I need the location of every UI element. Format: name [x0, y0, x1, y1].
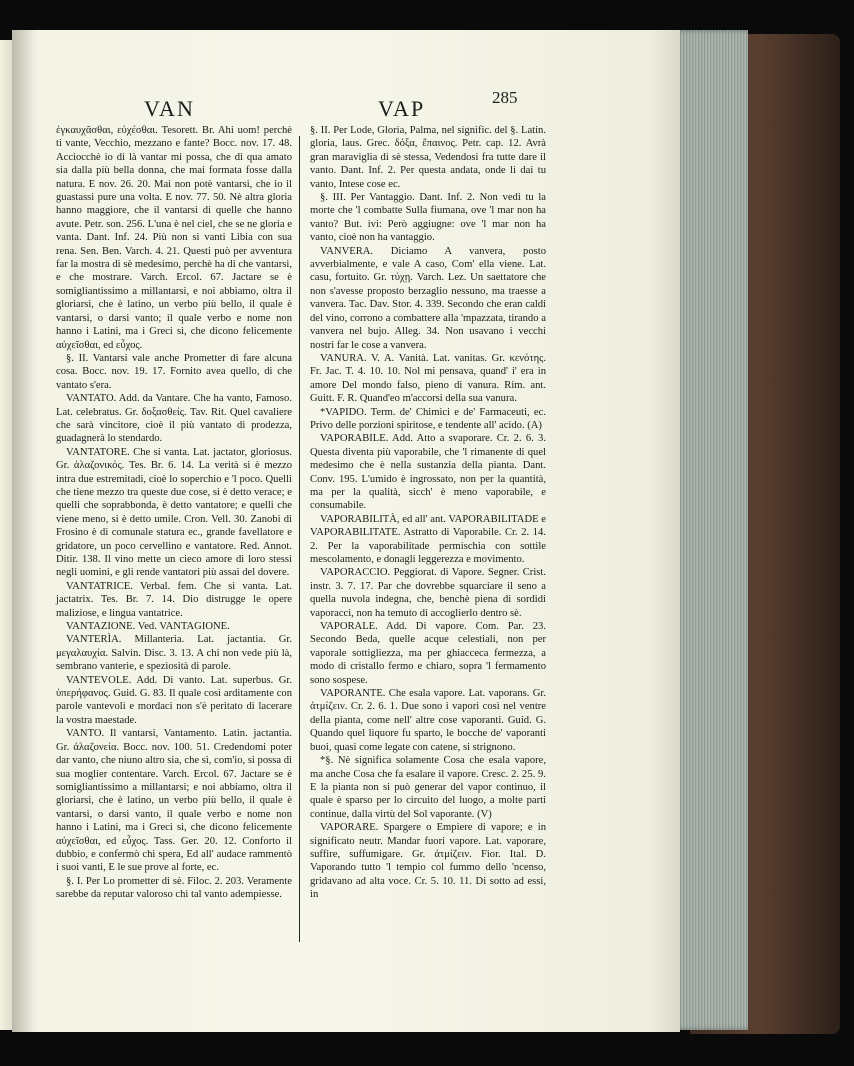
left-column-entry: VANTAZIONE. Ved. VANTAGIONE. [66, 621, 230, 633]
left-column-entry: ἐγκαυχᾶσθαι, εὐχέσθαι. Tesorett. Br. Ahi uom! perchè ti vante, Vecchio, mezzano e fante? Bocc. nov. 17. 48. Acciocchè io di là vantar mi possa, che di qua amato sia dalla più bella donna, che mai formata fosse dalla natura. E nov. 26. 20. Mai non potè vantarsi, che io il guastassi pure una volta. E nov. 77. 50. Nè altra gloria hanno maggiore, che il vantarsi di quelle che hanno avute. Petr. son. 256. L'una è nel ciel, che se ne gloria e vanta. Dant. Inf. 24. Più non si vanti Libia con sua rena. Sen. Ben. Varch. 4. 21. Questi può per avventura far la mostra di sè medesimo, perchè ha di che vantarsi, e che mostrare. Varch. Ercol. 67. Jactare se è somigliantissimo a millantarsi, e noi abbiamo, oltra il gloriarsi, che è latino, un verbo più bello, il quale è vantarsi, o darsi vanto; il quale verbo e nome non hanno i Latini, ma i Greci sì, che dicono felicemente αὐχεῖσθαι, ed εὖχος. [56, 125, 292, 351]
left-column-entry: VANTATORE. Che si vanta. Lat. jactator, gloriosus. Gr. ἀλαζονικός. Tes. Br. 6. 14. La verità si è mezzo intra due estremitadi, cioè lo soperchio e 'l poco. Quelli che tiene mezzo tra queste due cose, si è detto verace; e quelli che soprabbonda, è detto vantatore; e quelli che viene meno, si è detto umile. Cron. Vell. 30. Zanobi di Frosino è di comunale statura ec., grande favellatore e gridatore, un poco cervellino e vantatore. Red. Annot. Ditir. 138. Il vino mette un cieco amore di loro stessi negli uomini, e gli rende vantatori più assai del dovere. [56, 446, 292, 579]
page-number: 285 [492, 88, 518, 107]
right-column-entry: VAPORALE. Add. Di vapore. Com. Par. 23. Secondo Beda, quelle acque celestiali, non per vaporale sottigliezza, ma per ghiacceca fermezza, a modo di cristallo fermo e chiaro, sopra 'l fermamento sono sospese. [310, 621, 546, 686]
gutter-shadow [12, 30, 38, 1032]
right-column-entry: VANURA. V. A. Vanità. Lat. vanitas. Gr. κενότης. Fr. Jac. T. 4. 10. 10. Nol mi pensava, quand' i' era in amore Del mondo falso, pieno di vanura. Rim. ant. Guitt. F. R. Quand'eo m'accorsi della sua vanura. [310, 352, 546, 405]
left-column-entry: §. I. Per Lo prometter di sè. Filoc. 2. 203. Veramente sarebbe da reputar valoroso chi tal vanto adempiesse. [56, 875, 292, 901]
left-column-entry: VANTERÌA. Millanteria. Lat. jactantia. Gr. μεγαλαυχία. Salvin. Disc. 3. 13. A chi non vede più là, sembrano vanterie, e speziosità di parole. [56, 634, 292, 673]
right-column-entry: VANVERA. Diciamo A vanvera, posto avverbialmente, e vale A caso, Com' ella viene. Lat. casu, fortuito. Gr. τύχῃ. Varch. Lez. Un saettatore che non s'avesse proposto berzaglio nessuno, ma traesse a vanvera. Tac. Dav. Stor. 4. 339. Secondo che eran caldi del vino, corrono a combattere alla 'mpazzata, tirando a vanvera nel bujo. Alleg. 34. Non usavano i vecchi nostri far le cose a vanvera. [310, 245, 546, 351]
column-rule [299, 136, 300, 942]
right-column-entry: VAPORANTE. Che esala vapore. Lat. vaporans. Gr. ἀτμίζειν. Cr. 2. 6. 1. Due sono i vapori così nel ventre della pianta, come nell' altre cose vaporanti. Guid. G. Quando quel liquore fu sparto, le bocche de' vaporanti buoi, quasi come legate con catene, si strignono. [310, 688, 546, 753]
right-column-entry: VAPORARE. Spargere o Empiere di vapore; e in significato neutr. Mandar fuori vapore. Lat. vaporare, suffire, suffumigare. Gr. ἀτμίζειν. Fior. Ital. D. Vaporando tutto 'l tempio col fummo dello 'ncenso, gridavano ad alta voce. Cr. 5. 10. 11. Di sotto ad essi, in [310, 822, 546, 901]
running-head-left: VAN [144, 96, 195, 121]
left-column-entry: VANTEVOLE. Add. Di vanto. Lat. superbus. Gr. ὑπερήφανος. Guid. G. 83. Il quale così arditamente con parole vantevoli e mordaci non s'è peritato di lacerare la vostra maestade. [56, 674, 292, 726]
right-column-entry: VAPORABILITÀ, ed all' ant. VAPORABILITADE e VAPORABILITATE. Astratto di Vaporabile. Cr. 2. 14. 2. Per la vaporabilitade permischia con sottile mescolamento, e donagli leggerezza e movimento. [310, 513, 546, 565]
right-column-entry: *VAPIDO. Term. de' Chimici e de' Farmaceuti, ec. Privo delle porzioni spiritose, e tendente all' acido. (A) [310, 406, 546, 431]
left-column-entry: VANTATO. Add. da Vantare. Che ha vanto, Famoso. Lat. celebratus. Gr. δοξασθείς. Tav. Rit. Quel cavaliere che sarà vincitore, cioè il più vantato di prodezza, guadagnerà lo stendardo. [56, 393, 292, 445]
left-column-entry: §. II. Vantarsi vale anche Prometter di fare alcuna cosa. Bocc. nov. 19. 17. Fornito avea quello, di che vantato s'era. [56, 352, 292, 391]
right-column-entry: §. II. Per Lode, Gloria, Palma, nel signific. del §. Latin. gloria, laus. Grec. δόξα, ἔπαινος. Petr. cap. 12. Avrà gran maraviglia di sè stessa, Vedendosi fra tutte dare il vanto. Dant. Inf. 2. Per questa andata, onde li dai tu vanto, Intese cose ec. [310, 125, 546, 190]
left-column-entry: VANTO. Il vantarsi, Vantamento. Latin. jactantia. Gr. ἀλαζονεία. Bocc. nov. 100. 51. Credendomi poter dar vanto, che niuno altro sia, che sì, com'io, si possa di sua moglier contentare. Varch. Ercol. 67. Jactare se è somigliantissimo a millantarsi; e noi abbiamo, oltra il gloriarsi, che è latino, un verbo più bello, il quale è vantarsi, o darsi vanto, il quale verbo e nome non hanno i Latini, ma i Greci sì, che dicono felicemente αὐχεῖσθαι, ed εὖχος. Tass. Ger. 20. 12. Conforto il dubbio, e confermò chi spera, Ed all' audace rammentò i suoi vanti, E le sue prove al forte, ec. [56, 728, 292, 874]
right-column-entry: §. III. Per Vantaggio. Dant. Inf. 2. Non vedi tu la morte che 'l combatte Sulla fiumana, ove 'l mar non ha vanto? But. ivi: Però aggiugne: ove 'l mar non ha vanto, cioè non ha vantaggio. [310, 192, 546, 244]
right-column-entry: *§. Nè significa solamente Cosa che esala vapore, ma anche Cosa che fa esalare il vapore. Cresc. 2. 25. 9. E la pianta non si può generar del vapor continuo, il quale è sparso per lo circuito del luogo, a molte parti continue, dalla virtù del Sol vaporante. (V) [310, 755, 546, 820]
running-head-center: VAP [378, 96, 426, 121]
left-column-entry: VANTATRICE. Verbal. fem. Che si vanta. Lat. jactatrix. Tes. Br. 7. 14. Dio distrugge le opere maliziose, e lingua vantatrice. [56, 580, 292, 619]
book-page [12, 30, 680, 1032]
right-text-column [310, 124, 546, 902]
right-column-entry: VAPORABILE. Add. Atto a svaporare. Cr. 2. 6. 3. Questa diventa più vaporabile, che 'l rimanente di quel medesimo che è nella sustanzia della pianta. Dant. Conv. 195. L'umido è ingrossato, non per la quantità, ma per la qualità, sicch' è meno vaporabile, e consumabile. [310, 433, 546, 512]
right-column-entry: VAPORACCIO. Peggiorat. di Vapore. Segner. Crist. instr. 3. 7. 17. Par che dovrebbe squarciare il seno a quella nuvola indegna, che, benchè piena di sordidi vaporacci, non ha temuto di accoglierlo dentro sè. [310, 567, 546, 619]
left-text-column [56, 124, 292, 902]
page-edges [672, 30, 748, 1030]
